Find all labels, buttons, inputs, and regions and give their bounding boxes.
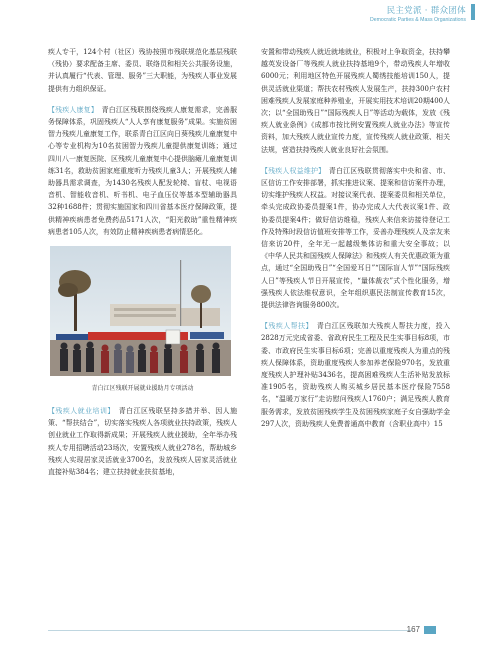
header-accent-bar (471, 4, 475, 20)
right-paragraph-1: 安置和带动残疾人就近就地就业，积极对上争取资金，扶持攀越英发设备厂等残疾人就业扶持基地9个，带动残疾人年增收6000元；利用地区特色开展残疾人蜀绣技能培训150人，提供灵活就业渠道；帮扶农村残疾人发展生产，扶持300户农村困难残疾人发展家庭种养殖业，开展实用技术培训20期400人次；以“全国助残日”“国际残疾人日”等活动为载体，发放《残疾人就业条例》《成都市按比例安置残疾人就业办法》等宣传资料，加大残疾人就业宣传力度，宣传残疾人就业政策、相关法规，营造扶持残疾人就业良好社会氛围。 (261, 48, 450, 154)
header-title-en: Democratic Parties & Mass Organizations (369, 17, 466, 23)
event-photo-illustration (50, 246, 231, 376)
header-title-cn: 民主党派 · 群众团体 (386, 6, 466, 16)
assistance-text: 青白江区残联加大残疾人帮扶力度，投入2828万元完成省委、省政府民生工程及民生实事目标8项，市委、市政府民生实事目标6项；完善以重度残疾人为重点的残疾人保障体系，资助重度残疾人参加养老保险970名，发放重度残疾人护理补贴3436名，提高困难残疾人生活补贴发放标准1905名，资助残疾人购买城乡居民基本医疗保险7558名，“温暖万家行”走访慰问残疾人1760户；满足残疾人教育服务需求，发放贫困残疾学生及贫困残疾家庭子女自强助学金297人次，资助残疾人免费普通高中教育（含职业高中）15 (261, 322, 451, 428)
rights-text: 青白江区残联贯彻落实中央和省、市、区信访工作安排部署，抓实推进议案、提案和信访案件办理，切实维护残疾人权益。对接议案代表、提案委员和相关单位，牵头完成政协委员提案1件，协办完成人大代表议案1件、政协委员提案4件；做好信访维稳，残疾人来信来访接待登记工作及特殊时段信访值班安排等工作，妥善办理残疾人及亲友来信来访20件，全年无一起越级集体访和重大安全事故；以《中华人民共和国残疾人保障法》和残疾人有关优惠政策为重点，通过“全国助残日”“全国爱耳日”“国际盲人节”“国际残疾人日”等残疾人节日开展宣传，“量体裁衣”式个性化服务，增强残疾人依法维权意识，全年组织惠民法制宣传教育15次，提供法律咨询服务800次。 (261, 166, 450, 310)
left-paragraph-1: 疾人专干，124个村（社区）残协按照市残联规范化基层残联（残协）要求配备主席、委员、联络员和相关公共服务设施，并认真履行“代表、管理、服务”三大职能，为残疾人事业发展提供有力组织保证。 (48, 48, 237, 93)
rehab-text: 青白江区残联围绕残疾人康复需求，完善服务保障体系，巩固残疾人“人人享有康复服务”成果。实施贫困智力残疾儿童康复工作，联系青白江区向日葵残疾儿童康复中心等专业机构为10名贫困智力残疾儿童提供康复训练；通过四川八一康复医院、区残疾儿童康复中心提供脑瘫儿童康复训练31名，救助贫困家庭重度听力残疾儿童3人；开展残疾人辅助器具需求调查，为1430名残疾人配发轮椅、盲杖、电视语音机、智能收音机、听书机、电子血压仪等基本型辅助器具32种1688件；贯彻实施国家和四川省基本医疗保障政策，提供精神疾病患者免费药品5171人次，“阳光救助”重性精神疾病患者105人次，有效防止精神疾病患者病情恶化。 (48, 105, 238, 236)
footer-rule (48, 630, 412, 631)
right-paragraph-assistance (261, 320, 450, 430)
section-tag-employment: 【残疾人就业培训】 (48, 407, 112, 416)
right-column (261, 46, 450, 430)
left-column (48, 46, 237, 478)
page-number: 167 (406, 625, 420, 634)
event-photo (50, 246, 231, 376)
photo-caption: 青白江区残联开展就业援助月专项活动 (91, 385, 194, 393)
right-paragraph-rights (261, 165, 450, 311)
employment-text: 青白江区残联坚持多措并举、因人施策、“帮扶结合”，切实落实残疾人各项就业扶持政策，残疾人创业就业工作取得新成果；开展残疾人就业援助，全年举办残疾人专用招聘活动23场次，安置残疾人就业278名，帮助城乡残疾人实现居家灵活就业3700名，发放残疾人居家灵活就业直接补贴384名；建立扶持就业扶贫基地， (48, 407, 238, 477)
left-paragraph-rehab (48, 104, 237, 238)
page-number-accent (424, 626, 436, 634)
running-header (370, 4, 466, 23)
section-tag-rights: 【残疾人权益维护】 (261, 166, 322, 175)
left-paragraph-employment (48, 405, 237, 478)
section-tag-assistance: 【残疾人帮扶】 (261, 322, 310, 331)
section-tag-rehab: 【残疾人康复】 (48, 105, 95, 114)
